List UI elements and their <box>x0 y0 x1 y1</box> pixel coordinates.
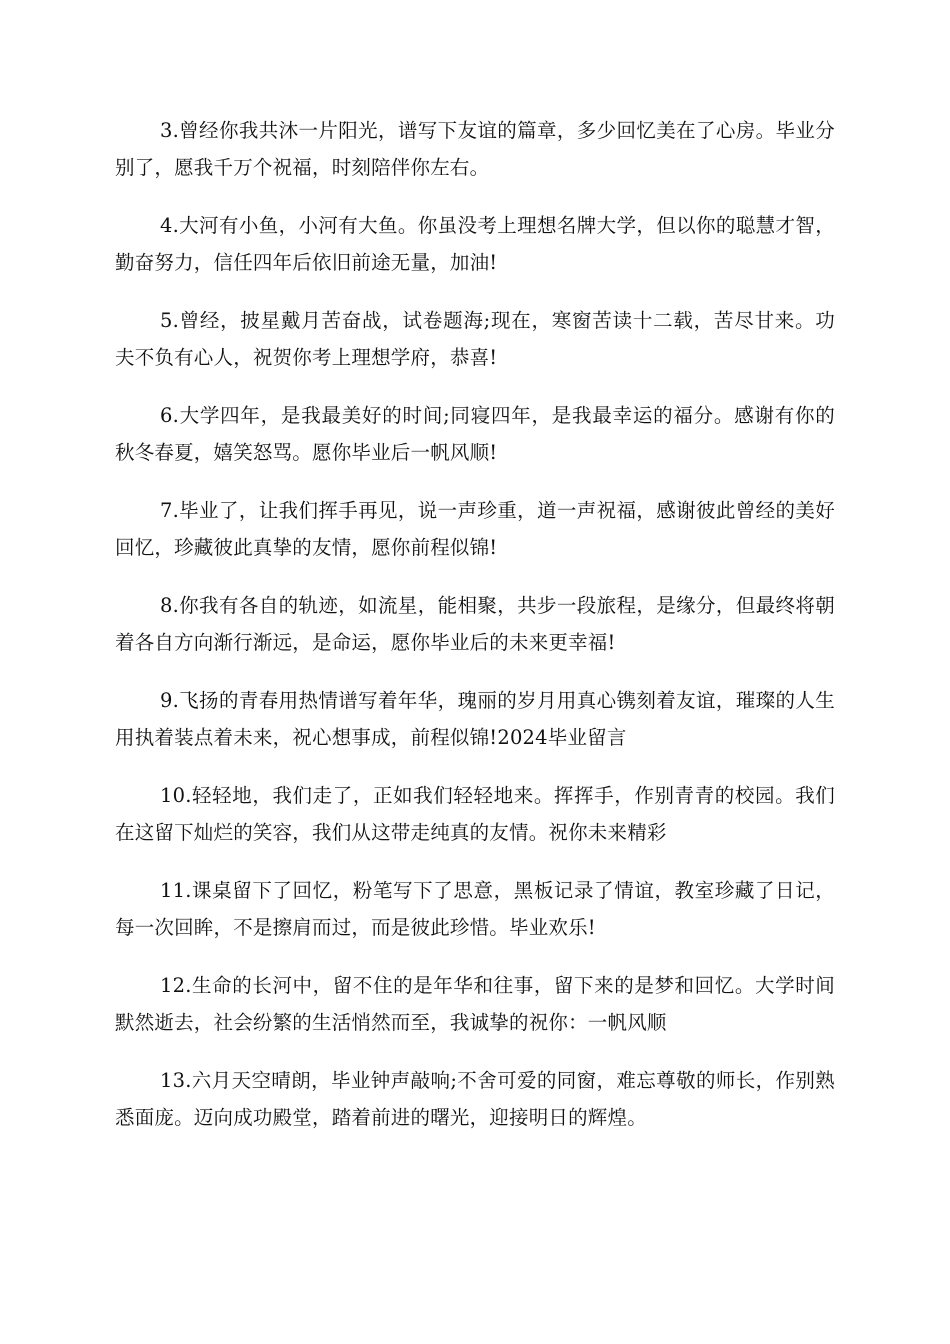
paragraph-6: 6.大学四年，是我最美好的时间;同寝四年，是我最幸运的福分。感谢有你的秋冬春夏，嬉笑怒骂。愿你毕业后一帆风顺! <box>115 404 835 464</box>
paragraph-8: 8.你我有各自的轨迹，如流星，能相聚，共步一段旅程，是缘分，但最终将朝着各自方向渐行渐远，是命运，愿你毕业后的未来更幸福! <box>115 594 835 654</box>
paragraph-12: 12.生命的长河中，留不住的是年华和往事，留下来的是梦和回忆。大学时间默然逝去，社会纷繁的生活悄然而至，我诚挚的祝你：一帆风顺 <box>115 974 835 1034</box>
paragraph-5: 5.曾经，披星戴月苦奋战，试卷题海;现在，寒窗苦读十二载，苦尽甘来。功夫不负有心人，祝贺你考上理想学府，恭喜! <box>115 309 835 369</box>
paragraph-3: 3.曾经你我共沐一片阳光，谱写下友谊的篇章，多少回忆美在了心房。毕业分别了，愿我千万个祝福，时刻陪伴你左右。 <box>115 119 835 179</box>
paragraph-9: 9.飞扬的青春用热情谱写着年华，瑰丽的岁月用真心镌刻着友谊，璀璨的人生用执着装点着未来，祝心想事成，前程似锦!2024毕业留言 <box>115 689 835 749</box>
paragraph-4: 4.大河有小鱼，小河有大鱼。你虽没考上理想名牌大学，但以你的聪慧才智，勤奋努力，信任四年后依旧前途无量，加油! <box>115 214 835 274</box>
document-body <box>115 112 835 1157</box>
paragraph-11: 11.课桌留下了回忆，粉笔写下了思意，黑板记录了情谊，教室珍藏了日记，每一次回眸，不是擦肩而过，而是彼此珍惜。毕业欢乐! <box>115 879 835 939</box>
paragraph-10: 10.轻轻地，我们走了，正如我们轻轻地来。挥挥手，作别青青的校园。我们在这留下灿烂的笑容，我们从这带走纯真的友情。祝你未来精彩 <box>115 784 835 844</box>
paragraph-13: 13.六月天空晴朗，毕业钟声敲响;不舍可爱的同窗，难忘尊敬的师长，作别熟悉面庞。迈向成功殿堂，踏着前进的曙光，迎接明日的辉煌。 <box>115 1069 835 1129</box>
paragraph-7: 7.毕业了，让我们挥手再见，说一声珍重，道一声祝福，感谢彼此曾经的美好回忆，珍藏彼此真挚的友情，愿你前程似锦! <box>115 499 835 559</box>
